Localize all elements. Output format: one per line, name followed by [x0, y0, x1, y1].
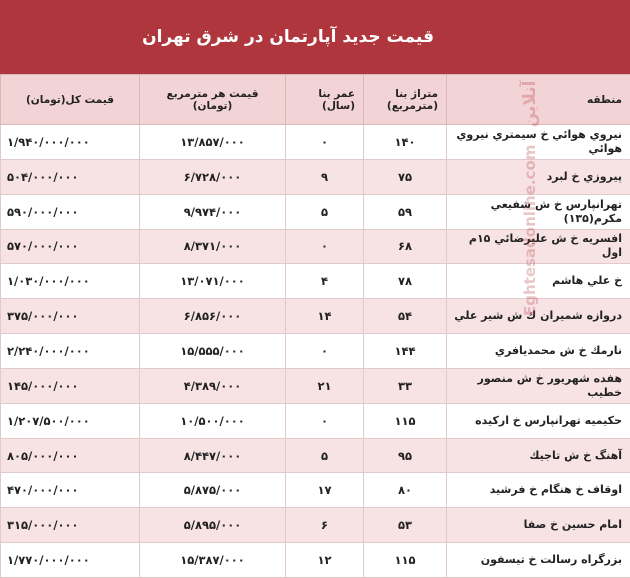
cell-total-price: ۱/۲۰۷/۵۰۰/۰۰۰ — [1, 403, 140, 438]
cell-region: نارمك خ ش محمديافري — [447, 334, 630, 369]
cell-total-price: ۵۹۰/۰۰۰/۰۰۰ — [1, 194, 140, 229]
cell-price-per-meter: ۱۰/۵۰۰/۰۰۰ — [140, 403, 286, 438]
cell-region: خ علي هاشم — [447, 264, 630, 299]
table-row — [1, 473, 630, 508]
cell-price-per-meter: ۶/۷۲۸/۰۰۰ — [140, 159, 286, 194]
table-row — [1, 125, 630, 160]
cell-price-per-meter: ۱۳/۰۷۱/۰۰۰ — [140, 264, 286, 299]
cell-price-per-meter: ۵/۸۷۵/۰۰۰ — [140, 473, 286, 508]
title-bar — [0, 0, 630, 74]
cell-area: ۶۸ — [364, 229, 447, 264]
cell-area: ۸۰ — [364, 473, 447, 508]
header-row — [1, 75, 630, 125]
cell-region: اوقاف خ هنگام خ فرشيد — [447, 473, 630, 508]
cell-age: ۵ — [286, 194, 364, 229]
cell-total-price: ۱/۷۷۰/۰۰۰/۰۰۰ — [1, 543, 140, 578]
cell-area: ۵۳ — [364, 508, 447, 543]
table-row — [1, 159, 630, 194]
cell-region: امام حسين خ صفا — [447, 508, 630, 543]
table-row — [1, 368, 630, 403]
cell-age: ۱۲ — [286, 543, 364, 578]
cell-price-per-meter: ۴/۳۸۹/۰۰۰ — [140, 368, 286, 403]
cell-area: ۷۵ — [364, 159, 447, 194]
cell-total-price: ۳۱۵/۰۰۰/۰۰۰ — [1, 508, 140, 543]
cell-price-per-meter: ۸/۳۷۱/۰۰۰ — [140, 229, 286, 264]
cell-age: ۴ — [286, 264, 364, 299]
cell-age: ۹ — [286, 159, 364, 194]
cell-total-price: ۴۷۰/۰۰۰/۰۰۰ — [1, 473, 140, 508]
cell-price-per-meter: ۱۵/۳۸۷/۰۰۰ — [140, 543, 286, 578]
cell-price-per-meter: ۱۳/۸۵۷/۰۰۰ — [140, 125, 286, 160]
header-price-per-meter: قیمت هر مترمربع (تومان) — [140, 75, 286, 125]
table-row — [1, 403, 630, 438]
cell-age: ۱۴ — [286, 299, 364, 334]
cell-age: ۰ — [286, 229, 364, 264]
cell-region: دروازه شميران ك ش شير علي — [447, 299, 630, 334]
table-row — [1, 334, 630, 369]
cell-area: ۱۴۴ — [364, 334, 447, 369]
cell-total-price: ۱/۰۳۰/۰۰۰/۰۰۰ — [1, 264, 140, 299]
cell-price-per-meter: ۹/۹۷۴/۰۰۰ — [140, 194, 286, 229]
cell-age: ۱۷ — [286, 473, 364, 508]
cell-region: تهرانپارس خ ش شفيعي مكرم(۱۳۵) — [447, 194, 630, 229]
cell-region: حكيميه تهرانپارس خ اركيده — [447, 403, 630, 438]
table-row — [1, 194, 630, 229]
cell-area: ۳۳ — [364, 368, 447, 403]
cell-total-price: ۵۷۰/۰۰۰/۰۰۰ — [1, 229, 140, 264]
cell-age: ۵ — [286, 438, 364, 473]
table-row — [1, 299, 630, 334]
cell-age: ۰ — [286, 403, 364, 438]
cell-total-price: ۲/۲۴۰/۰۰۰/۰۰۰ — [1, 334, 140, 369]
cell-area: ۱۱۵ — [364, 403, 447, 438]
table-row — [1, 438, 630, 473]
watermark-latin: Eghtesadonline.com — [521, 144, 539, 316]
cell-region: پيروزي خ لبرد — [447, 159, 630, 194]
table-row — [1, 543, 630, 578]
cell-region: افسريه خ ش عليرضائي ۱۵م اول — [447, 229, 630, 264]
cell-price-per-meter: ۸/۴۴۷/۰۰۰ — [140, 438, 286, 473]
cell-age: ۰ — [286, 125, 364, 160]
cell-price-per-meter: ۵/۸۹۵/۰۰۰ — [140, 508, 286, 543]
cell-age: ۰ — [286, 334, 364, 369]
table-row — [1, 508, 630, 543]
watermark-persian: اقتصاد آنلاین — [520, 18, 540, 128]
cell-price-per-meter: ۱۵/۵۵۵/۰۰۰ — [140, 334, 286, 369]
cell-total-price: ۱/۹۴۰/۰۰۰/۰۰۰ — [1, 125, 140, 160]
cell-region: آهنگ خ ش تاجيك — [447, 438, 630, 473]
header-area: متراژ بنا (مترمربع) — [364, 75, 447, 125]
cell-region: نيروي هوائي خ سيمتري نيروي هوائي — [447, 125, 630, 160]
cell-area: ۱۱۵ — [364, 543, 447, 578]
cell-area: ۹۵ — [364, 438, 447, 473]
cell-area: ۵۴ — [364, 299, 447, 334]
cell-total-price: ۵۰۴/۰۰۰/۰۰۰ — [1, 159, 140, 194]
cell-area: ۵۹ — [364, 194, 447, 229]
cell-region: بزرگراه رسالت خ تيسفون — [447, 543, 630, 578]
cell-age: ۲۱ — [286, 368, 364, 403]
table-row — [1, 264, 630, 299]
price-table — [0, 74, 630, 578]
cell-total-price: ۸۰۵/۰۰۰/۰۰۰ — [1, 438, 140, 473]
cell-total-price: ۱۴۵/۰۰۰/۰۰۰ — [1, 368, 140, 403]
page-title: قیمت جدید آپارتمان در شرق تهران — [142, 27, 434, 47]
cell-price-per-meter: ۶/۸۵۶/۰۰۰ — [140, 299, 286, 334]
cell-area: ۱۴۰ — [364, 125, 447, 160]
cell-area: ۷۸ — [364, 264, 447, 299]
cell-age: ۶ — [286, 508, 364, 543]
table-body — [1, 125, 630, 578]
cell-region: هفده شهريور خ ش منصور خطيب — [447, 368, 630, 403]
header-age: عمر بنا (سال) — [286, 75, 364, 125]
header-total-price: قیمت کل(تومان) — [1, 75, 140, 125]
table-row — [1, 229, 630, 264]
cell-total-price: ۳۷۵/۰۰۰/۰۰۰ — [1, 299, 140, 334]
header-region: منطقه — [447, 75, 630, 125]
